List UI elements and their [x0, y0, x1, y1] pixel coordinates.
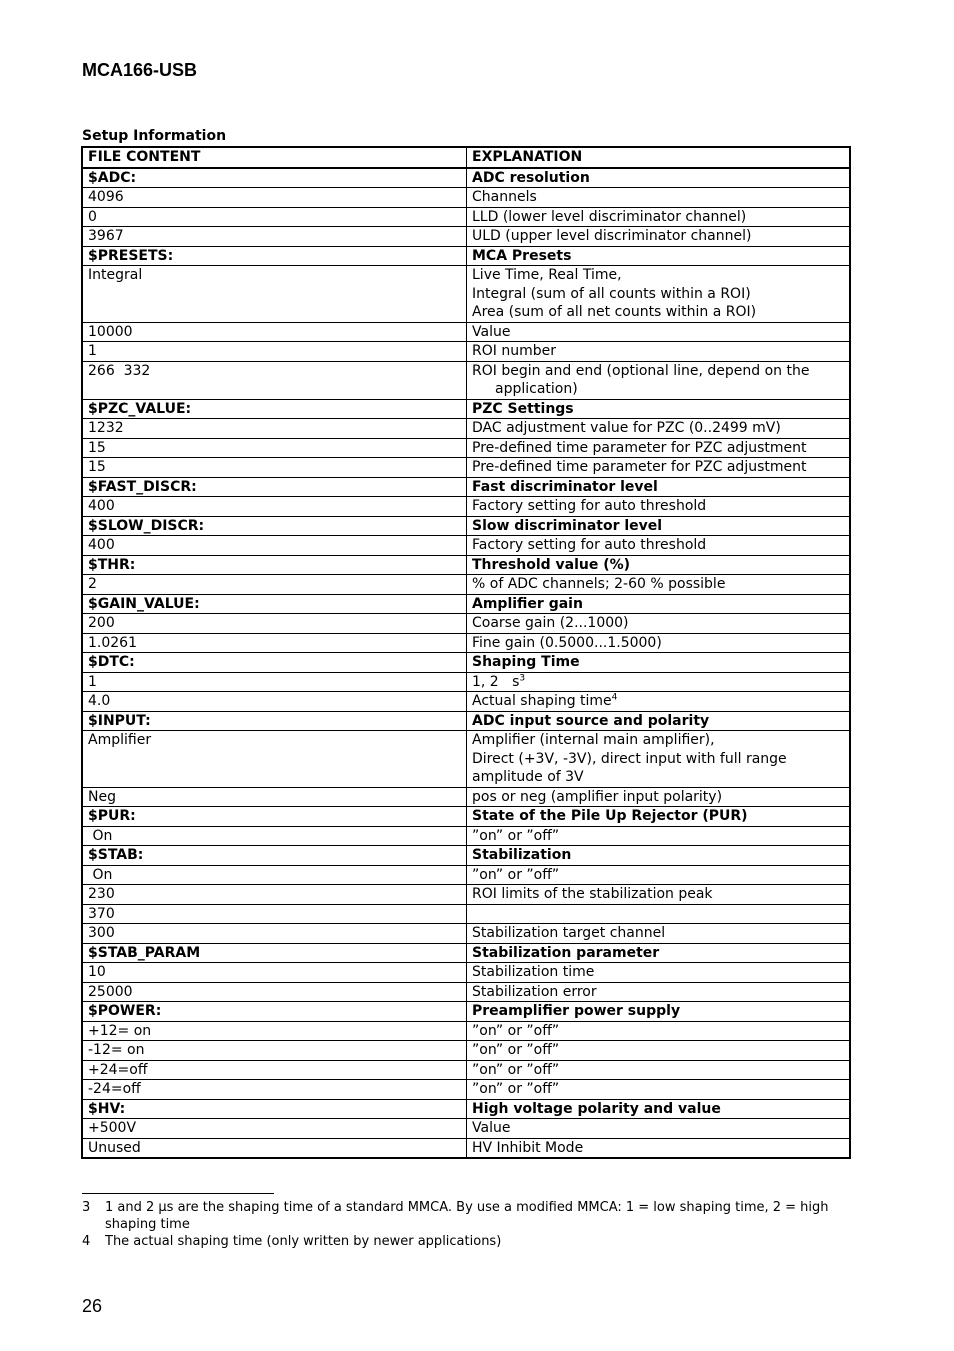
explanation-continuation: application) [495, 381, 578, 397]
table-row [82, 885, 850, 905]
explanation-line: Amplifier (internal main amplifier), [472, 732, 715, 748]
explanation-cell [467, 807, 851, 827]
file-content-cell [82, 963, 467, 983]
file-content-cell [82, 1138, 467, 1158]
explanation-cell [467, 633, 851, 653]
file-content-cell [82, 342, 467, 362]
table-row [82, 497, 850, 517]
table-row [82, 342, 850, 362]
file-content-cell [82, 787, 467, 807]
table-row [82, 846, 850, 866]
file-content-text: $STAB_PARAM [88, 944, 201, 961]
explanation-cell [467, 497, 851, 517]
file-content-cell [82, 692, 467, 712]
explanation-cell [467, 555, 851, 575]
file-content-text: 200 [88, 615, 115, 631]
file-content-text: 230 [88, 886, 115, 902]
file-content-text: Integral [88, 267, 143, 283]
explanation-cell [467, 188, 851, 208]
file-content-text: 1 [88, 673, 97, 690]
explanation-cell [467, 865, 851, 885]
file-content-cell [82, 399, 467, 419]
file-content-cell [82, 575, 467, 595]
file-content-cell [82, 497, 467, 517]
file-content-text: 300 [88, 925, 115, 941]
explanation-cell [467, 653, 851, 673]
footnote-text-line: The actual shaping time (only written by newer applications) [105, 1234, 502, 1249]
file-content-cell [82, 982, 467, 1002]
explanation-text: ROI begin and end (optional line, depend on the [472, 362, 810, 379]
explanation-text: Stabilization parameter [472, 944, 660, 961]
table-row [82, 575, 850, 595]
file-content-text: $THR: [88, 556, 136, 573]
table-row [82, 614, 850, 634]
explanation-text: Stabilization time [472, 964, 595, 980]
file-content-cell [82, 438, 467, 458]
explanation-text: Threshold value (%) [472, 556, 631, 573]
file-content-text: 15 [88, 439, 106, 456]
explanation-text: % of ADC channels; 2-60 % possible [472, 576, 726, 592]
footnote-text-line: 1 and 2 µs are the shaping time of a standard MMCA. By use a modified MMCA: 1 = low shaping time, 2 = high [105, 1200, 829, 1215]
explanation-cell [467, 1021, 851, 1041]
table-row [82, 692, 850, 712]
file-content-text: On [88, 866, 113, 883]
file-content-cell [82, 865, 467, 885]
explanation-cell [467, 924, 851, 944]
explanation-cell [467, 692, 851, 712]
explanation-cell [467, 787, 851, 807]
footnote-reference: 3 [519, 672, 526, 683]
explanation-cell [467, 361, 851, 399]
footnote-text-line: shaping time [105, 1217, 190, 1232]
table-row [82, 322, 850, 342]
file-content-text: $SLOW_DISCR: [88, 517, 205, 534]
file-content-cell [82, 207, 467, 227]
file-content-text: 4.0 [88, 693, 111, 709]
explanation-text: Pre-defined time parameter for PZC adjustment [472, 459, 807, 475]
file-content-text: Unused [88, 1139, 141, 1156]
file-content-text: $HV: [88, 1100, 126, 1117]
explanation-text: Value [472, 1120, 511, 1136]
file-content-text: Amplifier [88, 732, 152, 748]
explanation-text: ”on” or ”off” [472, 827, 560, 844]
explanation-text: Shaping Time [472, 654, 580, 670]
explanation-text: Slow discriminator level [472, 517, 663, 534]
explanation-text: ”on” or ”off” [472, 1081, 560, 1097]
table-row [82, 594, 850, 614]
file-content-text: 400 [88, 498, 115, 514]
table-row [82, 924, 850, 944]
file-content-cell [82, 846, 467, 866]
explanation-text: ROI number [472, 343, 556, 359]
footnote-reference: 4 [611, 692, 618, 703]
file-content-cell [82, 943, 467, 963]
file-content-text: 370 [88, 905, 115, 922]
file-content-text: 1232 [88, 420, 124, 436]
file-content-text: 10000 [88, 323, 133, 340]
table-row [82, 516, 850, 536]
file-content-cell [82, 227, 467, 247]
explanation-text: PZC Settings [472, 400, 574, 417]
file-content-cell [82, 826, 467, 846]
table-row [82, 787, 850, 807]
file-content-text: 1.0261 [88, 634, 137, 651]
explanation-cell [467, 477, 851, 497]
file-content-cell [82, 653, 467, 673]
file-content-text: $INPUT: [88, 712, 151, 729]
explanation-cell [467, 516, 851, 536]
file-content-cell [82, 807, 467, 827]
table-row [82, 963, 850, 983]
file-content-cell [82, 731, 467, 788]
table-row [82, 982, 850, 1002]
table-row [82, 826, 850, 846]
table-row [82, 536, 850, 556]
explanation-cell [467, 438, 851, 458]
explanation-cell [467, 399, 851, 419]
table-row [82, 904, 850, 924]
page-header: MCA166-USB [82, 60, 198, 80]
file-content-text: +24=off [88, 1061, 148, 1078]
file-content-cell [82, 536, 467, 556]
file-content-text: $FAST_DISCR: [88, 478, 197, 495]
file-content-text: $PZC_VALUE: [88, 400, 192, 417]
footnote-3 [82, 1199, 842, 1233]
table-row [82, 943, 850, 963]
explanation-cell [467, 826, 851, 846]
file-content-text: 3967 [88, 228, 124, 244]
table-row [82, 419, 850, 439]
explanation-cell [467, 711, 851, 731]
explanation-line: amplitude of 3V [472, 769, 584, 785]
explanation-text: Value [472, 323, 511, 340]
table-row [82, 438, 850, 458]
explanation-text: ”on” or ”off” [472, 1061, 560, 1078]
table-row [82, 807, 850, 827]
page-number: 26 [82, 1296, 103, 1316]
column-header-explanation: EXPLANATION [467, 147, 851, 168]
file-content-cell [82, 711, 467, 731]
explanation-cell [467, 1138, 851, 1158]
explanation-cell [467, 458, 851, 478]
explanation-text: State of the Pile Up Rejector (PUR) [472, 808, 748, 824]
table-row [82, 711, 850, 731]
table-row [82, 246, 850, 266]
explanation-text: ”on” or ”off” [472, 866, 560, 883]
explanation-cell [467, 1060, 851, 1080]
explanation-cell [467, 1041, 851, 1061]
explanation-cell [467, 575, 851, 595]
explanation-cell [467, 1080, 851, 1100]
table-row [82, 1021, 850, 1041]
file-content-text: 15 [88, 459, 106, 475]
footnote-separator [82, 1193, 274, 1194]
file-content-cell [82, 1060, 467, 1080]
file-content-cell [82, 1002, 467, 1022]
table-row [82, 361, 850, 399]
explanation-cell [467, 266, 851, 323]
file-content-cell [82, 904, 467, 924]
table-row [82, 653, 850, 673]
file-content-text: $DTC: [88, 654, 135, 670]
explanation-text: ADC resolution [472, 169, 590, 186]
setup-table [81, 146, 851, 1159]
table-row [82, 1041, 850, 1061]
file-content-text: 0 [88, 208, 97, 225]
explanation-text: Stabilization target channel [472, 925, 666, 941]
file-content-text: 4096 [88, 189, 124, 205]
file-content-text: $PUR: [88, 808, 136, 824]
explanation-cell [467, 227, 851, 247]
explanation-cell [467, 594, 851, 614]
explanation-text: Preamplifier power supply [472, 1003, 681, 1019]
explanation-cell [467, 1002, 851, 1022]
footnote-number: 3 [82, 1200, 91, 1215]
file-content-text: -24=off [88, 1081, 141, 1097]
table-header-row [82, 147, 850, 168]
explanation-text: Stabilization [472, 847, 572, 863]
footnote-number: 4 [82, 1234, 91, 1249]
explanation-cell [467, 614, 851, 634]
file-content-text: +500V [88, 1120, 137, 1136]
file-content-text: 2 [88, 576, 97, 592]
file-content-text: $PRESETS: [88, 247, 174, 264]
explanation-text: ”on” or ”off” [472, 1022, 560, 1039]
file-content-cell [82, 246, 467, 266]
footnote-4 [82, 1233, 842, 1250]
explanation-cell [467, 885, 851, 905]
explanation-text: ADC input source and polarity [472, 712, 710, 729]
explanation-cell [467, 207, 851, 227]
table-row [82, 399, 850, 419]
table-row [82, 266, 850, 323]
explanation-cell [467, 731, 851, 788]
file-content-cell [82, 477, 467, 497]
file-content-cell [82, 594, 467, 614]
file-content-text: Neg [88, 788, 116, 805]
table-row [82, 1060, 850, 1080]
explanation-cell [467, 904, 851, 924]
explanation-text: MCA Presets [472, 247, 572, 264]
file-content-cell [82, 885, 467, 905]
file-content-cell [82, 322, 467, 342]
table-row [82, 458, 850, 478]
file-content-text: -12= on [88, 1042, 145, 1058]
explanation-line: Area (sum of all net counts within a ROI) [472, 304, 757, 320]
explanation-text: DAC adjustment value for PZC (0..2499 mV) [472, 420, 781, 436]
file-content-text: On [88, 827, 113, 844]
file-content-cell [82, 168, 467, 188]
section-title: Setup Information [82, 128, 227, 144]
explanation-line: Integral (sum of all counts within a ROI) [472, 285, 751, 302]
explanation-text: Actual shaping time [472, 693, 612, 709]
explanation-text: Factory setting for auto threshold [472, 537, 707, 553]
explanation-text: Channels [472, 189, 537, 205]
column-header-file-content: FILE CONTENT [82, 147, 467, 168]
file-content-text: +12= on [88, 1022, 152, 1039]
file-content-text: 10 [88, 964, 106, 980]
file-content-cell [82, 1021, 467, 1041]
file-content-cell [82, 266, 467, 323]
file-content-cell [82, 555, 467, 575]
file-content-cell [82, 458, 467, 478]
file-content-cell [82, 614, 467, 634]
table-row [82, 1080, 850, 1100]
explanation-cell [467, 672, 851, 692]
explanation-cell [467, 1119, 851, 1139]
explanation-cell [467, 342, 851, 362]
explanation-text: Factory setting for auto threshold [472, 498, 707, 514]
explanation-text: Fine gain (0.5000...1.5000) [472, 634, 662, 651]
explanation-text: ”on” or ”off” [472, 1042, 560, 1058]
explanation-text: HV Inhibit Mode [472, 1139, 584, 1156]
explanation-text: Pre-defined time parameter for PZC adjustment [472, 439, 807, 456]
file-content-text: $STAB: [88, 847, 144, 863]
explanation-text: Coarse gain (2...1000) [472, 615, 629, 631]
explanation-cell [467, 943, 851, 963]
file-content-cell [82, 1080, 467, 1100]
explanation-text: pos or neg (amplifier input polarity) [472, 788, 723, 805]
explanation-cell [467, 168, 851, 188]
explanation-cell [467, 1099, 851, 1119]
table-row [82, 555, 850, 575]
explanation-text: LLD (lower level discriminator channel) [472, 208, 747, 225]
explanation-cell [467, 963, 851, 983]
file-content-cell [82, 924, 467, 944]
file-content-cell [82, 419, 467, 439]
table-row [82, 1138, 850, 1158]
table-row [82, 168, 850, 188]
file-content-text: 266 332 [88, 362, 151, 379]
table-row [82, 1002, 850, 1022]
table-row [82, 1119, 850, 1139]
explanation-line: Direct (+3V, -3V), direct input with full range [472, 750, 787, 767]
file-content-cell [82, 516, 467, 536]
explanation-cell [467, 982, 851, 1002]
table-row [82, 188, 850, 208]
file-content-cell [82, 672, 467, 692]
explanation-cell [467, 419, 851, 439]
table-row [82, 207, 850, 227]
file-content-text: 400 [88, 537, 115, 553]
table-row [82, 865, 850, 885]
explanation-cell [467, 846, 851, 866]
file-content-text: 25000 [88, 983, 133, 1000]
table-row [82, 477, 850, 497]
file-content-cell [82, 1099, 467, 1119]
file-content-text: $POWER: [88, 1003, 162, 1019]
file-content-cell [82, 188, 467, 208]
table-row [82, 633, 850, 653]
table-row [82, 672, 850, 692]
table-row [82, 731, 850, 788]
explanation-text: ULD (upper level discriminator channel) [472, 228, 752, 244]
file-content-cell [82, 633, 467, 653]
file-content-text: $ADC: [88, 169, 137, 186]
explanation-text: Amplifier gain [472, 595, 583, 612]
explanation-cell [467, 536, 851, 556]
file-content-text: $GAIN_VALUE: [88, 595, 200, 612]
explanation-text: ROI limits of the stabilization peak [472, 886, 713, 902]
explanation-text: 1, 2 s [472, 673, 520, 690]
explanation-line: Live Time, Real Time, [472, 267, 622, 283]
explanation-text: Fast discriminator level [472, 478, 658, 495]
explanation-text: Stabilization error [472, 983, 597, 1000]
table-row [82, 227, 850, 247]
explanation-cell [467, 246, 851, 266]
file-content-cell [82, 361, 467, 399]
file-content-cell [82, 1041, 467, 1061]
explanation-text: High voltage polarity and value [472, 1100, 721, 1117]
file-content-cell [82, 1119, 467, 1139]
table-row [82, 1099, 850, 1119]
explanation-cell [467, 322, 851, 342]
file-content-text: 1 [88, 343, 97, 359]
